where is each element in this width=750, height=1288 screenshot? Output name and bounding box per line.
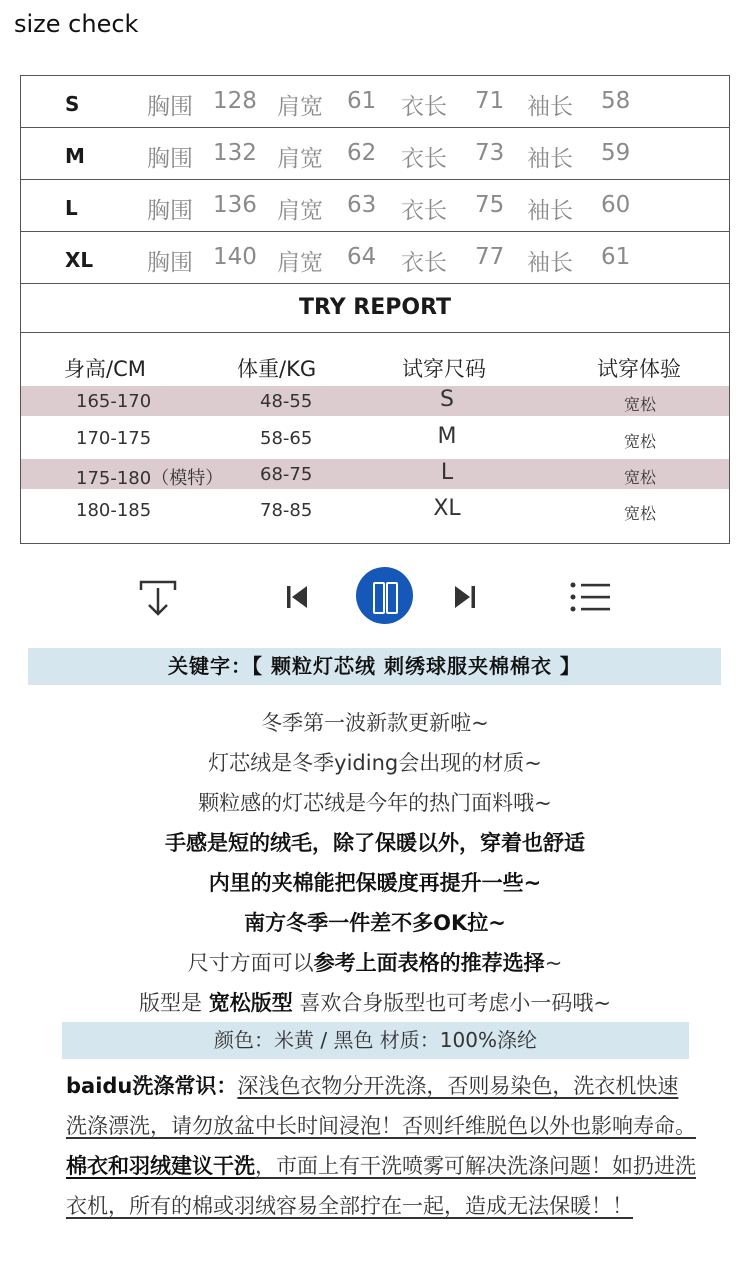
- size-cell: M: [437, 424, 457, 449]
- size-row-l: [21, 180, 729, 232]
- length-value: 77: [475, 244, 505, 270]
- size-cell: XL: [433, 496, 461, 521]
- length-value: 71: [475, 88, 505, 114]
- description-line: [0, 987, 750, 1017]
- weight-cell: 68-75: [260, 464, 313, 485]
- shoulder-value: 63: [347, 192, 377, 218]
- chest-value: 136: [213, 192, 257, 218]
- table-row: [21, 459, 729, 489]
- weight-cell: 58-65: [260, 428, 313, 449]
- shoulder-value: 62: [347, 140, 377, 166]
- chest-label: 胸围: [147, 250, 193, 276]
- chest-label: 胸围: [147, 94, 193, 120]
- shoulder-value: 61: [347, 88, 377, 114]
- chest-value: 132: [213, 140, 257, 166]
- size-row-s: [21, 76, 729, 128]
- description-line: 灯芯绒是冬季yiding会出现的材质~: [208, 751, 542, 775]
- height-cell: 170-175: [76, 428, 152, 449]
- size-cell: L: [440, 460, 454, 485]
- height-cell: 165-170: [76, 391, 152, 412]
- weight-cell: 48-55: [260, 391, 313, 412]
- size-label: XL: [65, 248, 94, 272]
- height-cell: 175-180（模特）: [76, 468, 224, 489]
- fit-cell: 宽松: [624, 504, 657, 523]
- description-line: 南方冬季一件差不多OK拉~: [244, 911, 506, 935]
- shoulder-label: 肩宽: [277, 250, 323, 276]
- shoulder-label: 肩宽: [277, 146, 323, 172]
- height-cell: 180-185: [76, 500, 152, 521]
- wash-instructions: [66, 1066, 696, 1226]
- pause-icon[interactable]: [356, 567, 413, 624]
- sleeve-label: 袖长: [527, 250, 573, 276]
- header-size: 试穿尺码: [402, 357, 486, 381]
- next-icon[interactable]: [454, 585, 476, 609]
- description-emphasis: 参考上面表格的推荐选择: [313, 951, 545, 975]
- fit-cell: 宽松: [624, 395, 657, 414]
- description-text: 尺寸方面可以: [187, 951, 314, 975]
- description-text: 版型是: [139, 991, 209, 1015]
- header-weight: 体重/KG: [237, 357, 317, 381]
- page-title: size check: [14, 10, 139, 38]
- sleeve-label: 袖长: [527, 94, 573, 120]
- shoulder-value: 64: [347, 244, 377, 270]
- fit-cell: 宽松: [624, 468, 657, 487]
- description-line: 冬季第一波新款更新啦~: [261, 711, 489, 735]
- media-player: [0, 565, 750, 629]
- header-fit: 试穿体验: [597, 357, 681, 381]
- sleeve-value: 59: [601, 140, 631, 166]
- length-label: 衣长: [401, 250, 447, 276]
- size-table: [20, 75, 730, 544]
- sleeve-value: 58: [601, 88, 631, 114]
- keywords-banner: 关键字：【 颗粒灯芯绒 刺绣球服夹棉棉衣 】: [28, 648, 721, 685]
- size-label: M: [65, 144, 85, 168]
- material-band: 颜色：米黄 / 黑色 材质：100%涤纶: [62, 1022, 689, 1059]
- description-line: 手感是短的绒毛，除了保暖以外，穿着也舒适: [165, 831, 585, 855]
- table-row: [21, 423, 729, 453]
- header-height: 身高/CM: [64, 357, 146, 381]
- table-row: [21, 386, 729, 416]
- size-row-m: [21, 128, 729, 180]
- shoulder-label: 肩宽: [277, 94, 323, 120]
- description-line: 内里的夹棉能把保暖度再提升一些~: [208, 871, 542, 895]
- size-label: L: [65, 196, 78, 220]
- chest-value: 128: [213, 88, 257, 114]
- sleeve-label: 袖长: [527, 146, 573, 172]
- size-label: S: [65, 92, 80, 116]
- size-row-xl: [21, 232, 729, 284]
- sleeve-value: 61: [601, 244, 631, 270]
- try-report-table: [21, 333, 729, 544]
- download-icon[interactable]: [138, 579, 178, 617]
- try-report-header: [21, 353, 729, 383]
- description-emphasis: 宽松版型: [208, 991, 293, 1015]
- chest-label: 胸围: [147, 146, 193, 172]
- chest-label: 胸围: [147, 198, 193, 224]
- length-label: 衣长: [401, 94, 447, 120]
- playlist-icon[interactable]: [569, 581, 611, 613]
- try-report-title: TRY REPORT: [21, 284, 729, 333]
- wash-text: ，市面上有干洗喷雾可解决洗涤问题！如扔进洗衣机，所有的棉或羽绒容易全部拧在一起，造成无法保暖！！: [66, 1154, 696, 1218]
- wash-emphasis: 棉衣和羽绒建议干洗: [66, 1154, 255, 1178]
- sleeve-value: 60: [601, 192, 631, 218]
- wash-label: baidu洗涤常识：: [66, 1074, 238, 1098]
- description-text: 喜欢合身版型也可考虑小一码哦~: [292, 991, 611, 1015]
- size-cell: S: [440, 387, 454, 412]
- description-text: ~: [544, 951, 563, 975]
- previous-icon[interactable]: [286, 585, 308, 609]
- weight-cell: 78-85: [260, 500, 313, 521]
- shoulder-label: 肩宽: [277, 198, 323, 224]
- length-value: 75: [475, 192, 505, 218]
- sleeve-label: 袖长: [527, 198, 573, 224]
- wash-text: 深浅色衣物分开洗涤，否则易染色，洗衣机快速洗涤漂洗，请勿放盆中长时间浸泡！否则纤维脱色以外也影响寿命。: [66, 1074, 696, 1138]
- table-row: [21, 495, 729, 525]
- description-line: 颗粒感的灯芯绒是今年的热门面料哦~: [198, 791, 552, 815]
- length-label: 衣长: [401, 146, 447, 172]
- length-label: 衣长: [401, 198, 447, 224]
- chest-value: 140: [213, 244, 257, 270]
- length-value: 73: [475, 140, 505, 166]
- description-line: [0, 947, 750, 977]
- fit-cell: 宽松: [624, 432, 657, 451]
